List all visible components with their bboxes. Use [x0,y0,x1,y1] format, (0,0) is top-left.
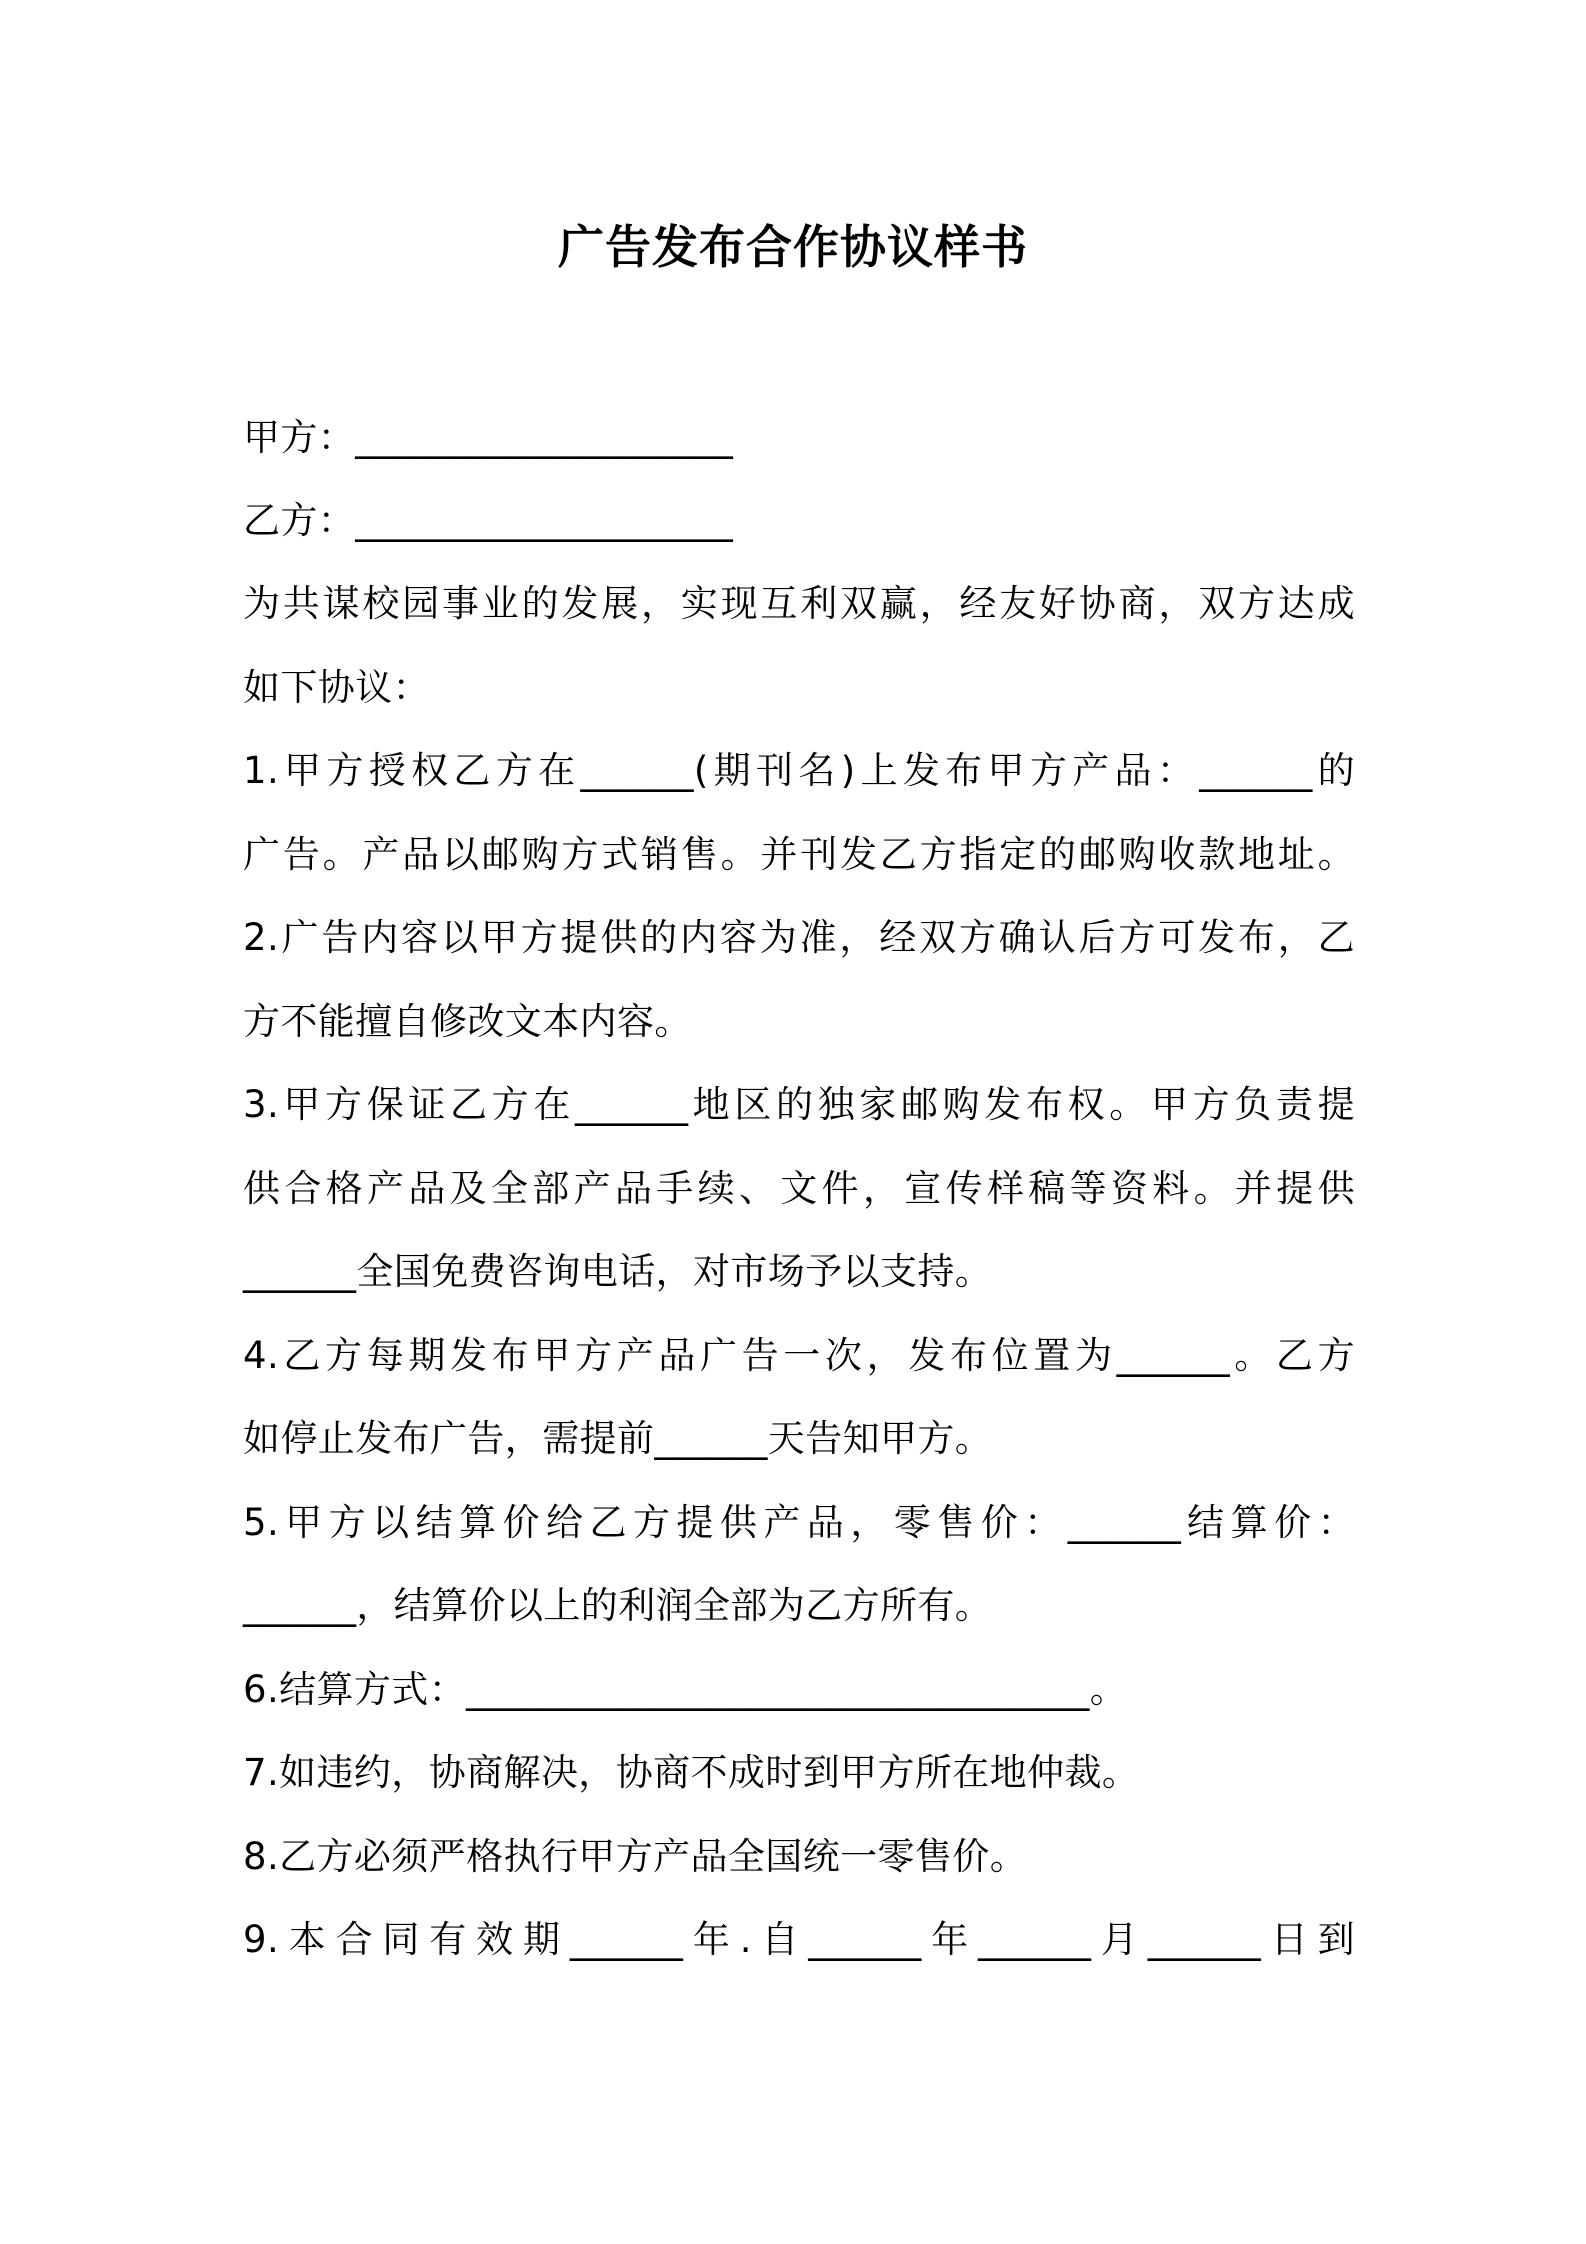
clause-4-line-2: 如停止发布广告，需提前______天告知甲方。 [243,1417,993,1460]
clause-7-line: 7.如违约，协商解决，协商不成时到甲方所在地仲裁。 [243,1751,1140,1794]
clause-4-line-1: 4.乙方每期发布甲方产品广告一次，发布位置为______。乙方 [243,1334,1355,1377]
document-title: 广告发布合作协议样书 [558,220,1028,274]
party-a-line: 甲方：____________________ [243,416,734,459]
party-b-line: 乙方：____________________ [243,499,734,542]
preamble-line-2: 如下协议： [243,666,430,709]
clause-3-line-3: ______全国免费咨询电话，对市场予以支持。 [243,1250,993,1293]
clause-2-line-2: 方不能擅自修改文本内容。 [243,1000,692,1043]
clause-1-line-2: 广告。产品以邮购方式销售。并刊发乙方指定的邮购收款地址。 [243,833,1355,876]
preamble-line-1: 为共谋校园事业的发展，实现互利双赢，经友好协商，双方达成 [243,582,1355,625]
clause-6-line: 6.结算方式：_________________________________。 [243,1668,1128,1711]
clause-3-line-2: 供合格产品及全部产品手续、文件，宣传样稿等资料。并提供 [243,1167,1355,1210]
clause-9-line: 9.本合同有效期______年.自______年______月______日到 [243,1918,1355,1961]
clause-1-line-1: 1.甲方授权乙方在______(期刊名)上发布甲方产品：______的 [243,749,1355,792]
clause-3-line-1: 3.甲方保证乙方在______地区的独家邮购发布权。甲方负责提 [243,1083,1355,1126]
clause-5-line-1: 5.甲方以结算价给乙方提供产品，零售价：______结算价： [243,1501,1355,1544]
clause-5-line-2: ______，结算价以上的利润全部为乙方所有。 [243,1584,993,1627]
clause-8-line: 8.乙方必须严格执行甲方产品全国统一零售价。 [243,1835,1028,1878]
clause-2-line-1: 2.广告内容以甲方提供的内容为准，经双方确认后方可发布，乙 [243,916,1355,959]
